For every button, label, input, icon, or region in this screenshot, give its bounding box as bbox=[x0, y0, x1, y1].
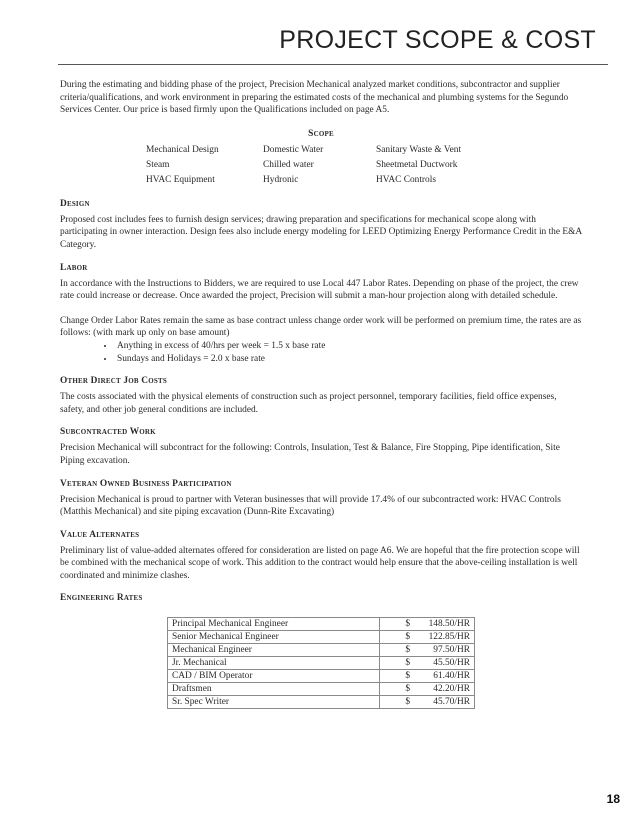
rate-cell: 45.50/HR bbox=[414, 657, 475, 670]
rate-cell: 97.50/HR bbox=[414, 644, 475, 657]
design-heading: Design bbox=[60, 198, 90, 209]
scope-item: Steam bbox=[146, 159, 170, 170]
role-cell: Mechanical Engineer bbox=[168, 644, 380, 657]
value-alternates-paragraph: Preliminary list of value-added alternates offered for consideration are listed on page A6. We are hopeful that the fire protection scope will be combined with the mechanical scope of work. This addition to the contract would help ensure that the above-ceiling installation is well coordinated and minimize clashes. bbox=[60, 545, 580, 581]
intro-paragraph: During the estimating and bidding phase of the project, Precision Mechanical analyzed market conditions, subcontractor and supplier criteria/qualifications, and work environment in preparing the estimated costs of the mechanical and plumbing systems for the Segundo Services Center. Our price is based firmly upon the Qualifications included on page A5. bbox=[60, 80, 569, 116]
rate-cell: 61.40/HR bbox=[414, 670, 475, 683]
table-row bbox=[168, 670, 475, 683]
rate-cell: 42.20/HR bbox=[414, 683, 475, 696]
labor-paragraph: In accordance with the Instructions to Bidders, we are required to use Local 447 Labor Rates. Depending on phase of the project, the crew rate could increase or decrease. Once awarded the project, Precision will submit a man-hour projection along with detailed schedule. bbox=[60, 278, 579, 302]
table-row bbox=[168, 631, 475, 644]
table-row bbox=[168, 657, 475, 670]
design-paragraph: Proposed cost includes fees to furnish design services; drawing preparation and specifications for mechanical scope along with participating in owner interaction. Design fees also include energy modeling for LEED Optimizing Energy Performance Credit in the E&A Category. bbox=[60, 214, 582, 250]
page-title: PROJECT SCOPE & COST bbox=[279, 26, 596, 54]
labor-rate-list bbox=[60, 340, 582, 365]
subcontracted-heading: Subcontracted Work bbox=[60, 427, 156, 438]
odjc-paragraph: The costs associated with the physical elements of construction such as project personnel, temporary facilities, field office expenses, safety, and other job general conditions are included. bbox=[60, 392, 557, 415]
currency-cell: $ bbox=[380, 670, 415, 683]
scope-item: Mechanical Design bbox=[146, 144, 219, 155]
scope-heading: Scope bbox=[308, 128, 334, 139]
scope-item: Hydronic bbox=[263, 174, 299, 185]
engineering-rates-heading: Engineering Rates bbox=[60, 593, 143, 604]
role-cell: CAD / BIM Operator bbox=[168, 670, 380, 683]
currency-cell: $ bbox=[380, 644, 415, 657]
rate-cell: 122.85/HR bbox=[414, 631, 475, 644]
scope-item: Sheetmetal Ductwork bbox=[376, 159, 458, 170]
currency-cell: $ bbox=[380, 631, 415, 644]
table-row bbox=[168, 696, 475, 709]
rate-cell: 148.50/HR bbox=[414, 618, 475, 631]
list-item: • Anything in excess of 40/hrs per week = 1.5 x base rate bbox=[115, 340, 582, 353]
role-cell: Senior Mechanical Engineer bbox=[168, 631, 380, 644]
engineering-rates-table bbox=[167, 617, 475, 709]
title-divider bbox=[58, 64, 608, 65]
role-cell: Sr. Spec Writer bbox=[168, 696, 380, 709]
odjc-heading: Other Direct Job Costs bbox=[60, 376, 167, 387]
currency-cell: $ bbox=[380, 618, 415, 631]
rate-cell: 45.70/HR bbox=[414, 696, 475, 709]
scope-grid bbox=[146, 143, 582, 188]
change-order-paragraph: Change Order Labor Rates remain the same as base contract unless change order work will be performed on premium time, the rates are as follows: (with mark up only on base amount) bbox=[60, 315, 582, 339]
role-cell: Jr. Mechanical bbox=[168, 657, 380, 670]
currency-cell: $ bbox=[380, 696, 415, 709]
scope-item: Chilled water bbox=[263, 159, 314, 170]
scope-item: Sanitary Waste & Vent bbox=[376, 144, 462, 155]
role-cell: Principal Mechanical Engineer bbox=[168, 618, 380, 631]
table-row bbox=[168, 683, 475, 696]
document-body bbox=[60, 79, 582, 709]
list-item: • Sundays and Holidays = 2.0 x base rate bbox=[115, 353, 582, 366]
role-cell: Draftsmen bbox=[168, 683, 380, 696]
value-alternates-heading: Value Alternates bbox=[60, 529, 140, 540]
currency-cell: $ bbox=[380, 683, 415, 696]
scope-item: HVAC Equipment bbox=[146, 174, 215, 185]
subcontracted-paragraph: Precision Mechanical will subcontract for the following: Controls, Insulation, Test & Balance, Fire Stopping, Pipe identification, Site Piping excavation. bbox=[60, 443, 560, 466]
veteran-heading: Veteran Owned Business Participation bbox=[60, 478, 232, 489]
page-number: 18 bbox=[606, 792, 620, 806]
table-row bbox=[168, 618, 475, 631]
scope-item: HVAC Controls bbox=[376, 174, 436, 185]
currency-cell: $ bbox=[380, 657, 415, 670]
table-row bbox=[168, 644, 475, 657]
veteran-paragraph: Precision Mechanical is proud to partner with Veteran businesses that will provide 17.4% of our subcontracted work: HVAC Controls (Matthis Mechanical) and site piping excavation (Dunn-Rite Excavating) bbox=[60, 494, 561, 518]
scope-item: Domestic Water bbox=[263, 144, 324, 155]
labor-heading: Labor bbox=[60, 262, 88, 273]
